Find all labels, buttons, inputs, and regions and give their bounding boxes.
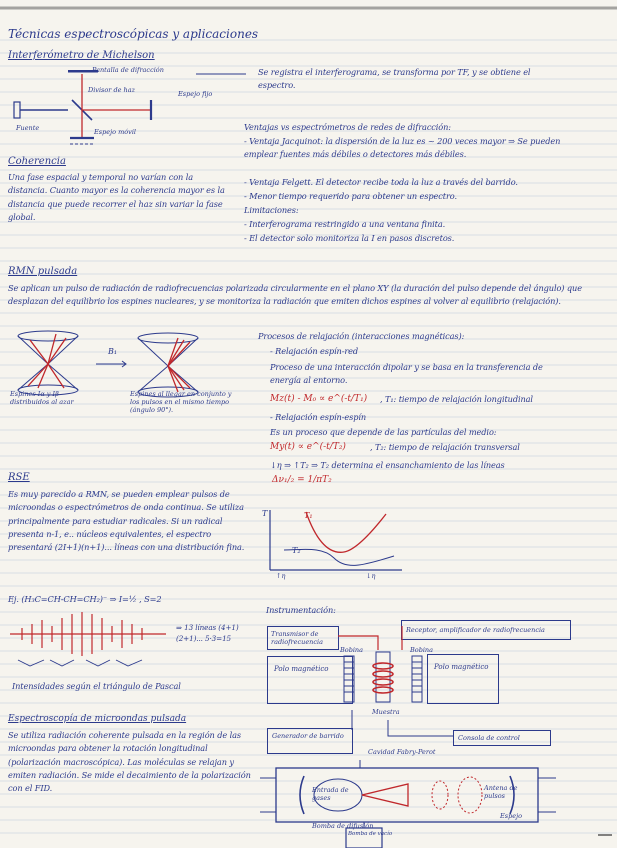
pole-left-label: Polo magnético [274, 665, 329, 673]
graph-t1-label: T₁ [304, 511, 313, 520]
sweep-generator-label: Generador de barrido [272, 732, 344, 740]
b1-label: B₁ [108, 347, 118, 356]
lines-note: ⇒ 13 líneas (4+1)(2+1)... 5·3=15 [176, 623, 239, 643]
rf-receiver-label: Receptor, amplificador de radiofrecuencia [406, 626, 545, 634]
gas-jet [362, 784, 408, 806]
label-espejo-movil: Espejo móvil [94, 128, 136, 136]
advantage-item: - Menor tiempo requerido para obtener un espectro. [244, 191, 457, 201]
rmn-heading: RMN pulsada [8, 266, 78, 277]
graph-t2-label: T₂ [292, 546, 301, 555]
label-fuente: Fuente [16, 124, 40, 132]
cavity-mirror-label: Espejo [500, 812, 523, 820]
t2-formula: My(t) ∝ e^(-t/T₂) [270, 442, 346, 452]
coil-label-left: Bobina [340, 646, 363, 654]
relaxation-title: Procesos de relajación (interacciones magnéticas): [258, 331, 465, 341]
source-icon [14, 102, 20, 118]
connection-wires [330, 620, 460, 740]
rse-heading: RSE [8, 472, 30, 483]
linewidth-formula: Δν₁/₂ = 1/πT₂ [272, 475, 332, 485]
label-divisor: Divisor de haz [88, 86, 136, 94]
label-espejo-fijo: Espejo fijo [178, 90, 213, 98]
sample-label: Muestra [372, 708, 400, 716]
graph-x-left: ↑η [276, 572, 286, 580]
instrumentation-title: Instrumentación: [266, 605, 336, 615]
interferometer-heading: Interferómetro de Michelson [8, 50, 155, 61]
t1-formula: Mz(t) - M₀ ∝ e^(-t/T₁) [270, 394, 368, 404]
limitation-item: - El detector solo monitoriza la I en pasos discretos. [244, 233, 455, 243]
fig-right-caption: Espines al llegar en conjunto y los pulsos en el mismo tiempo (ángulo 90°). [130, 390, 232, 414]
t2-label: - Relajación espín-espín [270, 412, 367, 422]
mirror-left [300, 776, 304, 814]
t1-label: - Relajación espín-red [270, 346, 359, 356]
t2-note: , T₂: tiempo de relajación transversal [370, 442, 520, 452]
vacuum-pump-label: Bomba de vacío [348, 831, 393, 837]
coherence-heading: Coherencia [8, 156, 66, 167]
microwave-text: Se utiliza radiación coherente pulsada en la región de las microondas para obtener la rotación longitudinal (polarización macroscópica). Las moléculas se relajan y emiten radiación. Se mide el decaimiento de la polarización con el FID. [8, 730, 251, 794]
t1-text: Proceso de una interacción dipolar y se basa en la transferencia de energía al entorno. [270, 362, 543, 386]
pole-right-label: Polo magnético [434, 663, 489, 671]
control-console-label: Consola de control [458, 734, 520, 742]
limitation-item: - Interferograma restringido a una ventana finita. [244, 219, 446, 229]
pascal-note: Intensidades según el triángulo de Pascal [12, 681, 181, 691]
rse-example: Ej. (H₃C=CH-CH=CH₂)⁻ ⇒ I=½ , S=2 [8, 594, 162, 604]
t1-curve [306, 512, 386, 552]
rmn-intro: Se aplican un pulso de radiación de radiofrecuencias polarizada circularmente en el plano XY (la duración del pulso depende del ángulo) que desplazan del equilibrio los espines nucleares, y se monitoriza la radiación que emiten dichos espines al volver al equilibrio (relajación). [8, 283, 582, 307]
rse-text: Es muy parecido a RMN, se pueden emplear pulsos de microondas o espectrómetros de onda continua. Se utiliza principalmente para estudiar radicales. Si un radical presenta n-1, e.. núcleos equivalentes, el espectro presentará (2I+1)(n+1)... líneas con una distribución fina. [8, 489, 245, 553]
microwave-heading: Espectroscopía de microondas pulsada [8, 714, 187, 724]
advantages-title: Ventajas vs espectrómetros de redes de difracción: [244, 122, 451, 132]
graph-x-right: ↓η [366, 572, 376, 580]
label-pantalla: Pantalla de difracción [92, 66, 164, 74]
t2-extra: ↓η ⇒ ↑T₂ ⇒ T₂ determina el ensanchamiento de las líneas [270, 460, 505, 470]
rf-transmitter-label: Transmisor de radiofrecuencia [271, 630, 323, 646]
limitations-title: Limitaciones: [244, 205, 299, 215]
graph-y-label: T [262, 509, 268, 518]
fig-left-caption: Espines Iα y Iβ distribuidos al azar [10, 390, 74, 406]
cavity-top-label: Cavidad Fabry-Perot [368, 748, 436, 756]
coil-label-right: Bobina [410, 646, 433, 654]
cavity-left-label: Entrada de gases [312, 786, 349, 802]
t2-text: Es un proceso que depende de las partículas del medio: [270, 427, 497, 437]
interferogram-note: Se registra el interferograma, se transforma por TF, y se obtiene el espectro. [258, 67, 531, 91]
cavity-bottom-label: Bomba de difusión [312, 822, 374, 830]
page-title: Técnicas espectroscópicas y aplicaciones [8, 27, 259, 41]
rf-transmitter-box [267, 626, 339, 650]
coherence-text: Una fase espacial y temporal no varían con la distancia. Cuanto mayor es la coherencia mayor es la distancia que puede recorrer el haz sin variar la fase global. [8, 172, 225, 222]
advantage-item: - Ventaja Jacquinot: la dispersión de la luz es ~ 200 veces mayor ⇒ Se pueden emplear fuentes más débiles o detectores más débiles. [244, 136, 561, 160]
hyperfine-spectrum [10, 608, 170, 672]
advantage-item: - Ventaja Felgett. El detector recibe toda la luz a través del barrido. [244, 177, 518, 187]
cavity-right-label: Antena de pulsos [484, 784, 518, 800]
michelson-diagram [10, 62, 250, 150]
control-console-box [453, 730, 551, 746]
t1-note: , T₁: tiempo de relajación longitudinal [380, 394, 533, 404]
